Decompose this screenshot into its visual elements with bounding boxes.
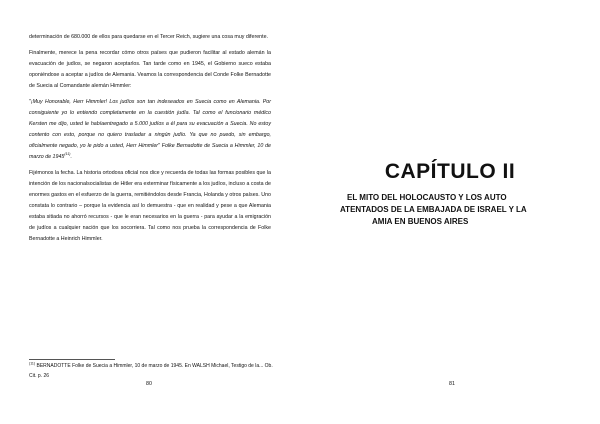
bernadotte-quote: "¡Muy Honorable, Herr Himmler! Los judíos son tan indeseados en Suecia como en Alemania. Por consiguiente yo lo entiendo completamente en la cuestión judía. Tal como el funcionario médico Kersten me dijo, usted le habíaentregado a 5.000 judíos a él para su evacuación a Suecia. No estoy contento con esto, porque no quiero trasladar a ningún judío. Ya que no puedo, sin embargo, oficialmente negado, yo le pido a usted, Herr Himmler" Folke Bernadotte de Suecia a Himmler, 10 de marzo de 1945$^{(11)}$. — [29, 98, 271, 161]
footnote — [29, 361, 274, 381]
subtitle-line-3: AMIA EN BUENOS AIRES — [372, 217, 469, 226]
paragraph-3: Fijémonos la fecha. La historia ortodoxa oficial nos dice y recuerda de todas las formas posibles que la intención de los nacionalsocialistas de Hitler era exterminar físicamente a los judíos, incluso a costa de enormes gastos en el esfuerzo de la guerra, remitiéndolos desde Francia, Holanda y otros países. Uno constata lo contrario – porque la evidencia así lo demuestra - que en realidad y pese a que Alemania estaba sitiada no ahorró recursos - que le eran necesarios en la guerra - para ayudar a la emigración de judíos a cualquier nación que los socorriera. Tal como nos prueba la correspondencia de Folke Bernadotte a Heinrich Himmler. — [29, 169, 271, 243]
body-text — [29, 32, 271, 250]
page-number-left: 80 — [146, 381, 152, 387]
quote-text: "¡Muy Honorable, Herr Himmler! Los judíos son tan indeseados en Suecia como en Alemania. Por consiguiente yo lo entiendo completamente en la cuestión judía. Tal como el funcionario médico Kersten me dijo, usted le habíaentregado a 5.000 judíos a él para su evacuación a Suecia. No estoy contento con esto, porque no quiero trasladar a ningún judío. Ya que no puedo, sin embargo, oficialmente negado, yo le pido a usted, Herr Himmler" Folke Bernadotte de Suecia a Himmler, 10 de marzo de 1945 — [29, 98, 271, 161]
quote-footnote-ref: (11) — [64, 152, 71, 157]
subtitle-line-1: EL MITO DEL HOLOCAUSTO Y LOS AUTO — [347, 193, 507, 202]
footnote-text: BERNADOTTE Folke de Suecia a Himmler, 10 de marzo de 1945. En WALSH Michael, Testigo de la... Ob. Cit. p. 26 — [29, 363, 273, 379]
page-number-right: 81 — [449, 381, 455, 387]
footnote-number: (11) — [29, 361, 36, 366]
subtitle-line-2: ATENTADOS DE LA EMBAJADA DE ISRAEL Y LA — [340, 205, 527, 214]
chapter-title: CAPÍTULO II — [384, 160, 516, 183]
chapter-subtitle — [340, 192, 588, 228]
right-page — [300, 0, 600, 424]
paragraph-2: Finalmente, merece la pena recordar cómo otros países que pudieron facilitar al estado alemán la evacuación de judíos, se negaron aceptarlos. Tan tarde como en 1945, el Gobierno sueco estaba oponiéndose a aceptar a judíos de Alemania. Veamos la correspondencia del Conde Folke Bernadotte de Suecia al Comandante alemán Himmler: — [29, 49, 271, 89]
footnote-divider — [29, 359, 115, 360]
paragraph-1: determinación de 680.000 de ellos para quedarse en el Tercer Reich, sugiere una cosa muy diferente. — [29, 34, 268, 40]
